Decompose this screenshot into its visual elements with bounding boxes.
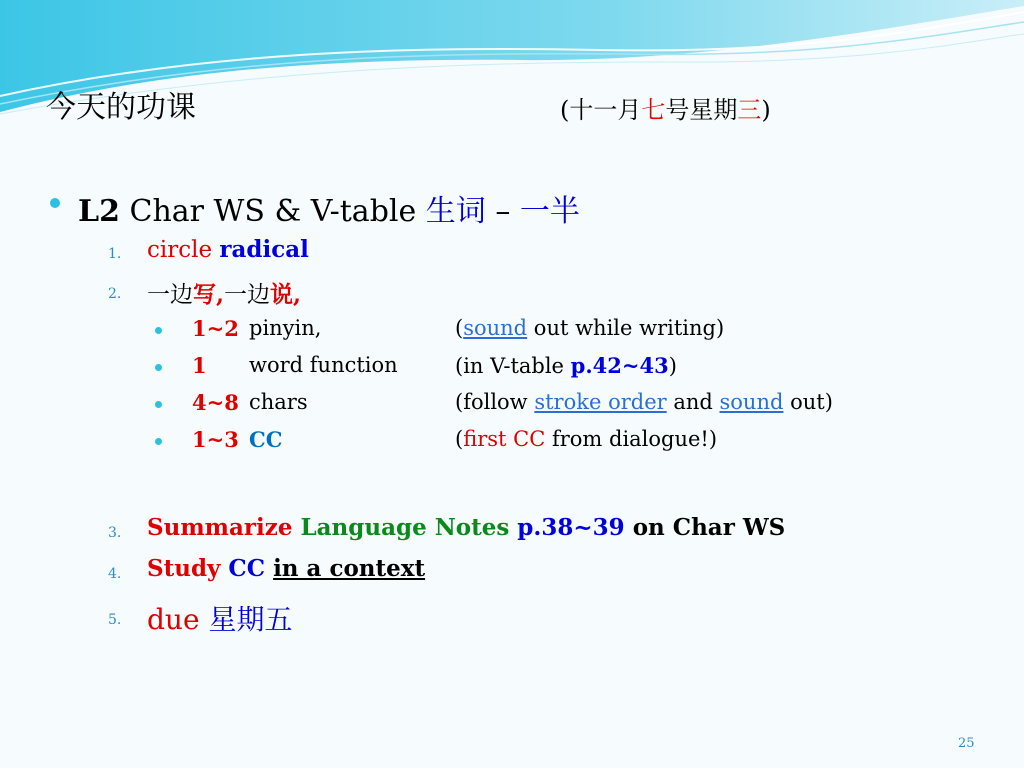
subitem-2-range: 1: [192, 353, 207, 378]
subitem-3-rest: out): [783, 390, 833, 414]
item-5: [147, 598, 292, 638]
item-4-b: CC: [228, 555, 266, 582]
item-2-b: 写,: [193, 281, 225, 308]
item-3-number: 3.: [108, 525, 122, 541]
subitem-1-link[interactable]: sound: [463, 316, 528, 340]
item-3-b: Language Notes: [300, 514, 510, 541]
item-1-a: circle: [147, 237, 213, 263]
subitem-4-rest: from dialogue!): [545, 427, 718, 451]
item-2: [147, 276, 301, 309]
subitem-3-mid: and: [666, 390, 720, 414]
bullet-text: Char WS & V-table: [119, 194, 426, 229]
item-4: [147, 555, 425, 582]
subitem-3-note: [455, 390, 833, 414]
item-3: [147, 514, 785, 541]
date-mid: 号星期: [665, 96, 738, 124]
sound-link[interactable]: sound: [719, 390, 784, 414]
item-1-b: radical: [219, 236, 309, 263]
sub-bullet-icon: [155, 438, 162, 445]
subitem-4-open: (: [455, 427, 464, 451]
main-bullet: [78, 186, 580, 230]
subitem-2-page: p.42~43: [570, 353, 669, 378]
subitem-4-label: CC: [249, 427, 283, 452]
page-title: 今天的功课: [46, 90, 196, 125]
date-close: ): [761, 96, 771, 124]
item-5-b: 星期五: [208, 603, 293, 636]
subitem-4-first: first CC: [463, 427, 546, 451]
subitem-3-label: chars: [249, 390, 308, 414]
dash: –: [485, 194, 520, 229]
item-4-c: in a context: [273, 555, 426, 582]
stroke-order-link[interactable]: stroke order: [534, 390, 667, 414]
item-4-a: Study: [147, 555, 221, 582]
sub-bullet-icon: [155, 401, 162, 408]
sub-bullet-icon: [155, 364, 162, 371]
subitem-4-range: 1~3: [192, 427, 239, 452]
item-3-d: on Char WS: [632, 514, 786, 541]
item-2-c: 一边: [224, 282, 271, 308]
subitem-1-note: [455, 316, 724, 340]
subitem-3-open: (follow: [455, 390, 535, 414]
vocab-label: 生词: [425, 194, 486, 229]
subitem-1-open: (: [455, 316, 464, 340]
date-open: (十一月: [560, 96, 642, 124]
date-label: [560, 90, 771, 125]
item-1: [147, 236, 309, 263]
item-5-number: 5.: [108, 612, 122, 628]
item-1-number: 1.: [108, 246, 122, 262]
subitem-2-open: (in V-table: [455, 354, 571, 378]
date-day: 七: [641, 96, 666, 124]
item-2-a: 一边: [147, 282, 193, 308]
subitem-3-range: 4~8: [192, 390, 239, 415]
bullet-icon: [50, 198, 60, 208]
subitem-1-label: pinyin,: [249, 316, 322, 340]
date-weekday: 三: [737, 96, 762, 124]
slide-number: 25: [958, 736, 975, 751]
subitem-1-range: 1~2: [192, 316, 239, 341]
lesson-label: L2: [78, 194, 120, 229]
subitem-2-note: [455, 353, 677, 378]
item-4-number: 4.: [108, 566, 122, 582]
half-label: 一半: [519, 194, 580, 229]
item-5-a: due: [147, 603, 200, 636]
item-2-d: 说,: [270, 281, 302, 308]
subitem-1-rest: out while writing): [527, 316, 725, 340]
item-3-c: p.38~39: [517, 514, 625, 541]
subitem-4-note: [455, 427, 717, 451]
sub-bullet-icon: [155, 327, 162, 334]
item-2-number: 2.: [108, 286, 122, 302]
subitem-2-close: ): [668, 354, 677, 378]
subitem-2-label: word function: [249, 353, 398, 377]
item-3-a: Summarize: [147, 514, 293, 541]
